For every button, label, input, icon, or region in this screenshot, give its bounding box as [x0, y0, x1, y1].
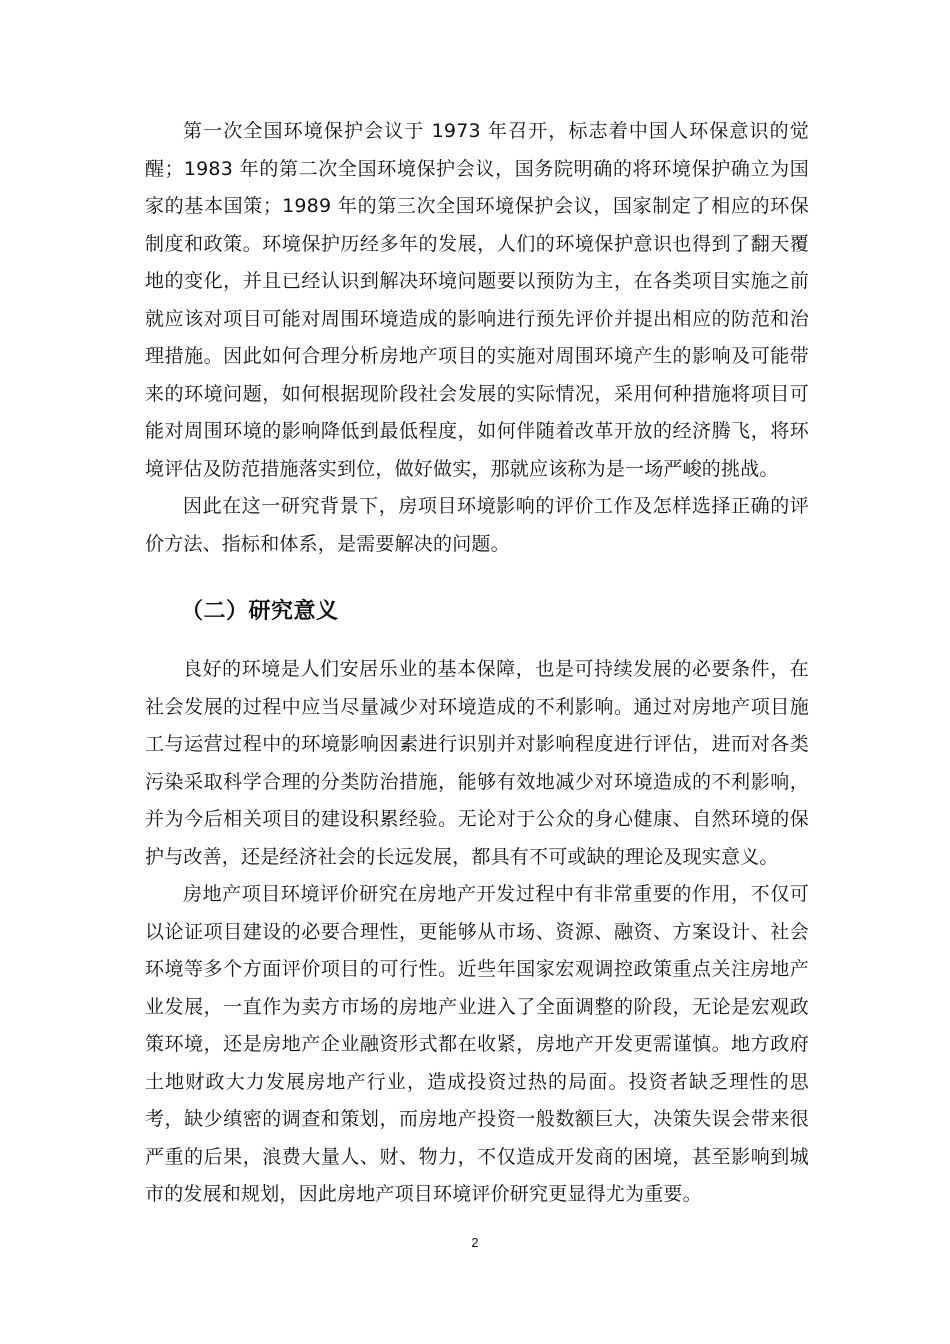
paragraph-research-context: 因此在这一研究背景下，房项目环境影响的评价工作及怎样选择正确的评价方法、指标和体系，是需要解决的问题。 [145, 495, 809, 555]
page-content [145, 113, 809, 1214]
paragraph-background: 第一次全国环境保护会议于 1973 年召开，标志着中国人环保意识的觉醒；1983 年的第二次全国环境保护会议，国务院明确的将环境保护确立为国家的基本国策；1989 年的第三次全国环境保护会议，国家制定了相应的环保制度和政策。环境保护历经多年的发展，人们的环境保护意识也得到了翻天覆地的变化，并且已经认识到解决环境问题要以预防为主，在各类项目实施之前就应该对项目可能对周围环境造成的影响进行预先评价并提出相应的防范和治理措施。因此如何合理分析房地产项目的实施对周围环境产生的影响及可能带来的环境问题，如何根据现阶段社会发展的实际情况，采用何种措施将项目可能对周围环境的影响降低到最低程度，如何伴随着改革开放的经济腾飞，将环境评估及防范措施落实到位，做好做实，那就应该称为是一场严峻的挑战。 [145, 120, 809, 480]
paragraph-significance: 良好的环境是人们安居乐业的基本保障，也是可持续发展的必要条件，在社会发展的过程中应当尽量减少对环境造成的不利影响。通过对房地产项目施工与运营过程中的环境影响因素进行识别并对影响程度进行评估，进而对各类污染采取科学合理的分类防治措施，能够有效地减少对环境造成的不利影响，并为今后相关项目的建设积累经验。无论对于公众的身心健康、自然环境的保护与改善，还是经济社会的长远发展，都具有不可或缺的理论及现实意义。 [145, 658, 809, 868]
paragraph-evaluation-importance: 房地产项目环境评价研究在房地产开发过程中有非常重要的作用，不仅可以论证项目建设的必要合理性，更能够从市场、资源、融资、方案设计、社会环境等多个方面评价项目的可行性。近些年国家宏观调控政策重点关注房地产业发展，一直作为卖方市场的房地产业进入了全面调整的阶段，无论是宏观政策环境，还是房地产企业融资形式都在收紧，房地产开发更需谨慎。地方政府土地财政大力发展房地产行业，造成投资过热的局面。投资者缺乏理性的思考，缺少缜密的调查和策划，而房地产投资一般数额巨大，决策失误会带来很严重的后果，浪费大量人、财、物力，不仅造成开发商的困境，甚至影响到城市的发展和规划，因此房地产项目环境评价研究更显得尤为重要。 [145, 883, 809, 1205]
section-heading: （二）研究意义 [181, 599, 339, 624]
page-number: 2 [471, 1235, 479, 1250]
